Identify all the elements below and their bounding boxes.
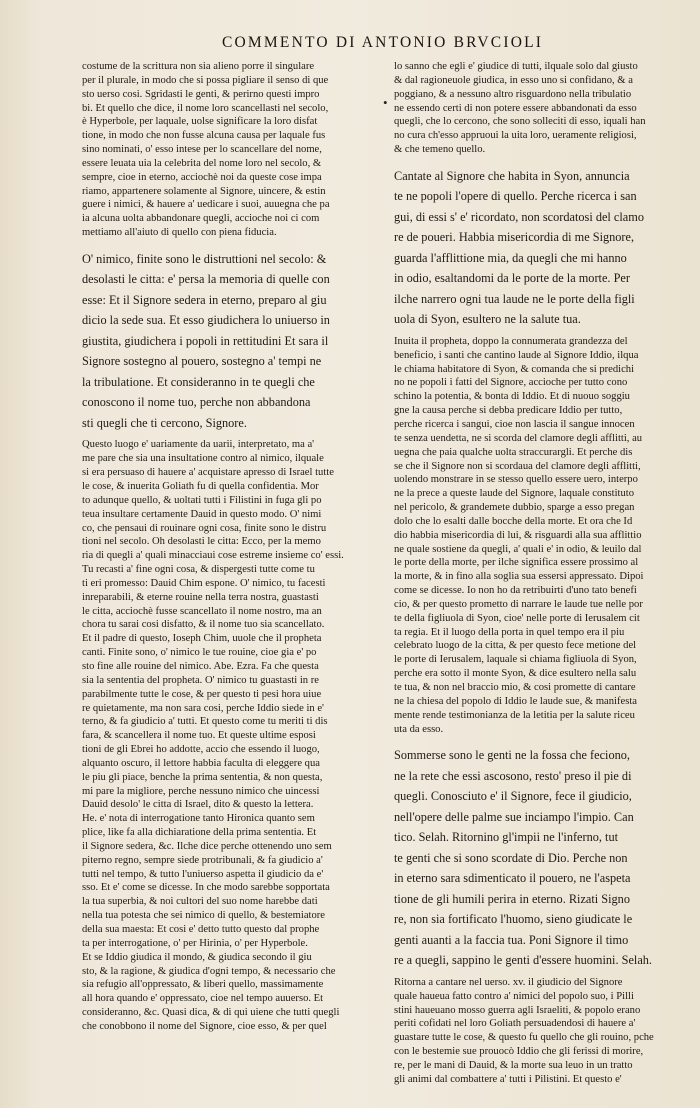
text-line: Dauid desolo' le citta di Israel, dito & questo la lettera. — [82, 799, 314, 811]
text-line: no ne popoli i fatti del Signore, accioche per tutto cono — [394, 377, 628, 389]
commentary-block — [82, 438, 387, 1033]
text-line: cio, & per questo prometto di narrare le laude tue nelle por — [394, 598, 643, 610]
text-line: è Hyperbole, per laquale, uolse significare la loro disfat — [82, 116, 318, 128]
text-line: terno, & fa giudicio a' tutti. Et questo come tu meriti ti dis — [82, 716, 328, 728]
text-line: essere leuata uia la celebrita del nome loro nel secolo, & — [82, 157, 322, 169]
text-line: per il plurale, in modo che si possa pigliare il senso di que — [82, 74, 329, 86]
psalm-verse-block — [82, 249, 387, 434]
text-line: gne la causa perche si debba predicare Iddio per tutto, — [394, 405, 623, 417]
text-line: la morte, & in fino alla soglia sua essersi appressato. Dipoi — [394, 571, 644, 583]
text-line: genti auanti a la faccia tua. Poni Signore il timo — [394, 932, 629, 947]
text-line: me pare che sia una insultatione contro al nimico, ilquale — [82, 453, 324, 465]
text-line: chora tu sarai cosi disfatto, & il nome tuo sia scancellato. — [82, 619, 325, 631]
text-line: tioni nel secolo. Oh desolasti le citta: Ecco, per la memo — [82, 536, 321, 548]
text-line: uta da esso. — [394, 723, 444, 735]
marginal-mark: • — [383, 95, 388, 110]
text-line: si era persuaso di hauere a' acquistare apresso di Israel tutte — [82, 467, 334, 479]
commentary-block — [394, 60, 686, 157]
text-line: sia la sententia del propheta. O' nimico tu guastasti in re — [82, 674, 319, 686]
right-column — [394, 60, 686, 1087]
text-line: gli animi dal combattere a' tutti i Pilistini. Et questo e' — [394, 1073, 622, 1085]
text-line: canti. Finite sono, o' nimico le tue rouine, cioe gia e' po — [82, 647, 317, 659]
text-line: re a quegli, sappino le genti d'essere huomini. Selah. — [394, 953, 652, 968]
text-line: gui, di essi s' e' ricordato, non scordatosi del clamo — [394, 209, 644, 224]
text-line: le cose, & inuerita Goliath fu di quella confidentia. Mor — [82, 481, 319, 492]
text-line: le porte della morte, per ilche significa essere prossimo al — [394, 557, 639, 569]
text-line: che conobbono il nome del Signore, cioe esso, & per quel — [82, 1020, 327, 1032]
text-line: esse: Et il Signore sedera in eterno, preparo al giu — [82, 292, 327, 307]
text-line: Et se Iddio giudica il mondo, & giudica secondo il giu — [82, 951, 312, 963]
text-line: desolasti le citta: e' persa la memoria di quelle con — [82, 272, 330, 287]
text-line: conoscono il nome tuo, perche non abbandona — [82, 395, 311, 410]
psalm-verse-block — [394, 166, 686, 330]
text-line: perche ricerca i sangui, cioe non lascia il sangue innocen — [394, 418, 635, 430]
text-line: uegna che paia qualche uolta straccurargli. Et perche dis — [394, 446, 633, 458]
text-line: te della figliuola di Syon, cioe' nelle porte di Ierusalem cit — [394, 612, 640, 624]
text-line: le porte di Ierusalem, laquale si chiama figliuola di Syon, — [394, 654, 637, 666]
text-line: schino la potentia, & bonta di Iddio. Et di nuouo soggiu — [394, 391, 630, 403]
text-line: poggiano, & a nessuno altro risguardono nella tribulatio — [394, 88, 632, 100]
left-column — [82, 60, 387, 1034]
text-line: ilche narrero ogni tua laude ne le porte della figli — [394, 291, 635, 306]
text-line: Tu recasti a' fine ogni cosa, & dispergesti tutte come tu — [82, 564, 315, 576]
text-line: He. e' nota di interrogatione tanto Hironica quanto sem — [82, 813, 315, 825]
text-line: sto uerso cosi. Sgridasti le genti, & perirno questi impro — [82, 88, 320, 100]
text-line: tico. Selah. Ritornino gl'impii ne l'inferno, tut — [394, 830, 619, 845]
text-line: la tua superbia, & noi cultori del suo nome harebbe dati — [82, 896, 318, 908]
text-line: nella tua potesta che sei nimico di quello, & bestemiatore — [82, 910, 325, 922]
text-line: sempre, cioe in eterno, acciochè noi da queste cose impa — [82, 171, 322, 183]
text-line: perche era sotto il monte Syon, & dice esultero nella salu — [394, 668, 637, 680]
text-line: celebrato luogo de la citta, & per questo fece metione del — [394, 640, 637, 652]
text-line: ia alcuna uolta abbandonare quegli, accioche noi ci com — [82, 213, 320, 225]
text-line: re, non sia fortificato l'huomo, sieno giudicate le — [394, 912, 633, 927]
text-line: Ritorna a cantare nel uerso. xv. il giudicio del Signore — [394, 976, 623, 988]
text-line: & dal ragioneuole giudica, in esso uno si confidano, & a — [394, 74, 633, 86]
text-line: sso. Et e' come se dicesse. In che modo sarebbe sopportata — [82, 882, 330, 894]
text-line: nel pericolo, & grandemete dubbio, sparge a esso pregan — [394, 502, 635, 514]
text-line: tutti nel tempo, & tutto l'uniuerso aspetta il giudicio da e' — [82, 868, 324, 880]
text-line: ne la chiesa del popolo di Iddio le laude sue, & manifesta — [394, 695, 637, 707]
text-line: te senza uendetta, ne si scorda del clamore degli afflitti, au — [394, 432, 643, 444]
text-line: co, che pensaui di rouinare ogni cosa, finite sono le distru — [82, 522, 327, 534]
text-line: stini haueuano mosso guerra agli Israeliti, & popolo erano — [394, 1004, 641, 1016]
text-line: in odio, esaltandomi da le porte de la morte. Per — [394, 271, 630, 286]
text-line: re, per le mani di Dauid, & la morte sua leuo in un tratto — [394, 1059, 633, 1071]
text-line: dio habbia misericordia di lui, & risguardi alla sua afflittio — [394, 529, 642, 541]
text-line: ti eri promesso: Dauid Chim espone. O' nimico, tu facesti — [82, 577, 326, 589]
text-line: dolo che lo esalti dalle bocche della morte. Et ora che Id — [394, 515, 633, 527]
text-line: mi pare la migliore, perche nessuno nimico che uincessi — [82, 785, 320, 797]
text-line: O' nimico, finite sono le distruttioni nel secolo: & — [82, 251, 327, 266]
text-line: to adunque quello, & uoltati tutti i Filistini in fuga gli po — [82, 494, 322, 506]
commentary-block — [82, 60, 387, 240]
text-line: giustita, giudichera i popoli in rettitudini Et sara il — [82, 333, 329, 348]
text-line: re de poueri. Habbia misericordia di me Signore, — [394, 230, 635, 245]
text-line: & che temeno quello. — [394, 144, 486, 156]
text-line: beneficio, i santi che cantino laude al Signore Iddio, ilqua — [394, 349, 639, 361]
text-line: parabilmente tutte le cose, & per questo ti pesi hora uiue — [82, 688, 322, 700]
text-line: in eterno sara sdimenticato il pouero, ne l'aspeta — [394, 871, 631, 886]
text-line: quale haueua fatto contro a' nimici del popolo suo, i Pilli — [394, 990, 634, 1002]
psalm-verse-block — [394, 745, 686, 971]
text-line: periti cofidati nel loro Goliath persuadendosi di hauere a' — [394, 1018, 636, 1030]
paragraph-gap — [394, 736, 686, 745]
text-line: plice, like fa alla dichiaratione della prima sententia. Et — [82, 827, 317, 839]
text-line: nell'opere delle palme sue inciampo l'impio. Can — [394, 809, 634, 824]
text-line: uola di Syon, esultero ne la salute tua. — [394, 312, 581, 327]
text-line: le chiama habitatore di Syon, & comanda che si predichi — [394, 363, 635, 375]
text-line: quegli, che lo cercono, che sono solleciti di esso, iquali han — [394, 116, 646, 128]
text-line: inreparabili, & eterne rouine nella terra nostra, guastasti — [82, 591, 319, 603]
text-line: tioni de gli Ebrei ho addotte, accio che essendo il luogo, — [82, 744, 320, 756]
text-line: fara, & scancellera il nome tuo. Et queste ultime esposi — [82, 730, 316, 742]
text-line: mente rende testimonianza de la letitia per la salute riceu — [394, 709, 635, 721]
text-line: te genti che si sono scordate di Dio. Perche non — [394, 850, 628, 865]
text-line: della sua maesta: Et cosi e' detto tutto questo dal prophe — [82, 924, 320, 935]
text-line: ne quale sostiene da quegli, a' quali e' in odio, & leuilo dal — [394, 543, 642, 555]
text-line: teua insultare certamente Dauid in questo modo. O' nimi — [82, 508, 322, 520]
text-line: ta per interrogatione, o' per Hirinia, o' per Hyperbole. — [82, 937, 308, 949]
text-line: re quietamente, ma non sara cosi, perche Iddio siede in e' — [82, 702, 324, 714]
text-line: guastare tutte le cose, & questo fu quello che gli rouino, pche — [394, 1032, 654, 1044]
text-line: Sommerse sono le genti ne la fossa che feciono, — [394, 748, 630, 763]
text-line: guere i nimici, & hauere a' uedicare i suoi, auuegna che pa — [82, 199, 330, 211]
text-line: bi. Et quello che dice, il nome loro scancellasti nel secolo, — [82, 102, 329, 114]
commentary-block — [394, 335, 686, 736]
text-line: il Signore sedera, &c. Ilche dice perche ottenendo uno sem — [82, 840, 332, 852]
text-line: Inuita il propheta, doppo la connumerata grandezza del — [394, 335, 628, 347]
text-line: piterno regno, sempre siede protribunali, & fa giudicio a' — [82, 854, 323, 866]
text-line: Cantate al Signore che habita in Syon, annuncia — [394, 168, 630, 183]
text-line: alquanto oscuro, il lettore habbia faculta di eleggere qua — [82, 757, 320, 769]
text-line: ria di quegli a' quali minacciaui cose estreme insieme co' essi. — [82, 550, 344, 562]
text-line: tione de gli humili perira in eterno. Rizati Signo — [394, 891, 630, 906]
text-line: no cura ch'esso appruoui la uita loro, ueramente religiosi, — [394, 130, 637, 142]
text-line: dicio la sede sua. Et esso giudichera lo uniuerso in — [82, 313, 330, 328]
text-line: con le bestemie sue prouocò Iddio che gli ferissi di morire, — [394, 1046, 644, 1058]
text-line: come se dicesse. Io non ho da retribuirti d'uno tato benefi — [394, 585, 637, 597]
text-line: sia refugio all'oppressato, & liberi quello, massimamente — [82, 979, 324, 991]
text-line: quegli. Conosciuto e' il Signore, fece il giudicio, — [394, 789, 632, 804]
text-line: costume de la scrittura non sia alieno porre il singulare — [82, 61, 315, 72]
text-line: sto, & la ragione, & giudica d'ogni tempo, & necessario che — [82, 965, 336, 977]
text-line: te tua, & non nel braccio mio, & cosi promette di cantare — [394, 682, 636, 693]
text-line: sti quegli che ti cercono, Signore. — [82, 415, 247, 430]
text-line: le piu gli piace, benche la prima sententia, & non questa, — [82, 771, 323, 783]
paragraph-gap — [82, 240, 387, 249]
text-line: consideranno, &c. Quasi dica, & di qui uiene che tutti quegli — [82, 1007, 340, 1019]
text-line: sino nominati, o' esso intese per lo scancellare del nome, — [82, 144, 322, 156]
text-line: ne la rete che essi ascosono, resto' preso il pie di — [394, 768, 632, 783]
commentary-block — [394, 976, 686, 1087]
text-line: le citta, acciochè fusse scancellato il nome nostro, ma an — [82, 605, 322, 617]
text-line: tione, in modo che non fusse alcuna causa per laquale fus — [82, 130, 326, 142]
text-line: riamo, appartenere solamente al Signore, uincere, & estin — [82, 185, 326, 197]
text-line: ne la prece a queste laude del Signore, laquale constituto — [394, 488, 635, 500]
text-line: sto fine alle rouine del nimico. Abe. Ezra. Fa che questa — [82, 660, 319, 672]
paragraph-gap — [394, 157, 686, 166]
text-line: all hora quando e' oppressato, cioe nel tempo auuerso. Et — [82, 993, 324, 1005]
text-line: ta regia. Et il luogo della porta in quel tempo era il piu — [394, 626, 625, 638]
text-line: mettiamo all'aiuto di quello con piena fiducia. — [82, 227, 277, 239]
text-line: ne essendo certi di non potere essere abbandonati da esso — [394, 102, 637, 114]
text-line: te ne popoli l'opere di quello. Perche ricerca i san — [394, 189, 637, 204]
text-line: se che il Signore non si scordaua del clamore degli afflitti, — [394, 460, 641, 472]
text-line: Questo luogo e' uariamente da uarii, interpretato, ma a' — [82, 439, 315, 451]
text-line: Et il padre di questo, Ioseph Chim, uuole che il propheta — [82, 633, 322, 645]
running-header: COMMENTO DI ANTONIO BRVCIOLI — [222, 34, 544, 51]
text-line: lo sanno che egli e' giudice di tutti, ilquale solo dal giusto — [394, 61, 638, 72]
text-line: uolendo monstrare in se stesso quello essere uero, interpo — [394, 474, 638, 486]
text-line: Signore sostegno al pouero, sostegno a' tempi ne — [82, 354, 322, 369]
text-line: guarda l'afflittione mia, da quegli che mi hanno — [394, 250, 627, 265]
text-line: la tribulatione. Et consideranno in te quegli che — [82, 374, 315, 389]
